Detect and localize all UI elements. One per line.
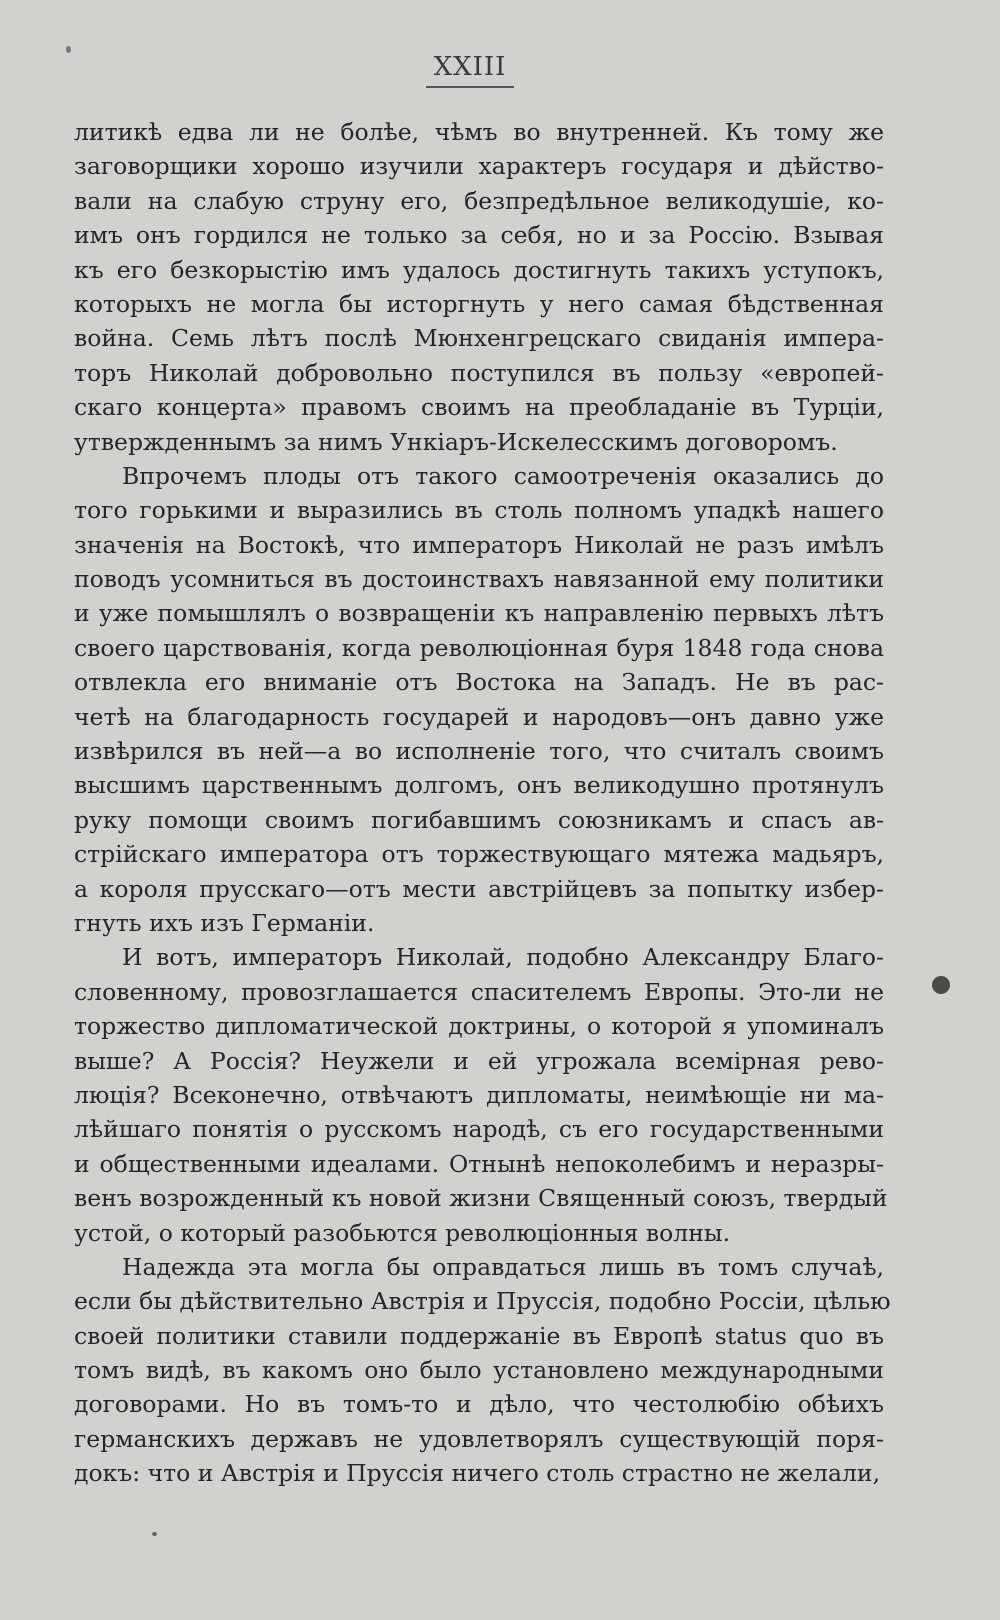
text-line: докъ: что и Австрія и Пруссія ничего столь страстно не желали, — [74, 1459, 881, 1488]
paragraph — [74, 940, 888, 1250]
text-line: заговорщики хорошо изучили характеръ государя и дѣйство- — [74, 152, 884, 181]
text-line: и общественными идеалами. Отнынѣ непоколебимъ и неразры- — [74, 1149, 884, 1178]
text-line: гнуть ихъ изъ Германіи. — [74, 908, 375, 937]
text-line: значенія на Востокѣ, что императоръ Николай не разъ имѣлъ — [74, 530, 884, 559]
text-line: если бы дѣйствительно Австрія и Пруссія, подобно Россіи, цѣлью — [74, 1287, 891, 1316]
text-line: словенному, провозглашается спасителемъ Европы. Это-ли не — [74, 977, 884, 1006]
text-line: И вотъ, императоръ Николай, подобно Александру Благо- — [122, 943, 884, 972]
text-line: устой, о который разобьются революціонныя волны. — [74, 1218, 731, 1247]
text-line: венъ возрожденный къ новой жизни Священный союзъ, твердый — [74, 1184, 888, 1213]
text-line: выше? А Россія? Неужели и ей угрожала всемірная рево- — [74, 1046, 884, 1075]
ink-speck — [66, 46, 71, 53]
text-line: люція? Всеконечно, отвѣчаютъ дипломаты, неимѣющіе ни ма- — [74, 1080, 884, 1109]
text-line: литикѣ едва ли не болѣе, чѣмъ во внутренней. Къ тому же — [74, 118, 884, 146]
ink-speck — [932, 976, 950, 994]
text-line: вали на слабую струну его, безпредѣльное великодушіе, ко- — [74, 186, 884, 215]
text-line: четѣ на благодарность государей и народовъ—онъ давно уже — [74, 702, 884, 731]
text-line: своего царствованія, когда революціонная буря 1848 года снова — [74, 633, 884, 662]
text-line: высшимъ царственнымъ долгомъ, онъ великодушно протянулъ — [74, 771, 884, 800]
text-line: того горькими и выразились въ столь полномъ упадкѣ нашего — [74, 496, 884, 525]
body-text — [74, 115, 891, 1491]
paragraph — [74, 459, 884, 940]
paragraph — [74, 1250, 891, 1491]
ink-speck — [152, 1532, 157, 1536]
text-line: поводъ усомниться въ достоинствахъ навязанной ему политики — [74, 565, 884, 594]
text-line: имъ онъ гордился не только за себя, но и за Россію. Взывая — [74, 221, 884, 250]
text-line: торъ Николай добровольно поступился въ пользу «европей- — [74, 358, 884, 387]
text-line: война. Семь лѣтъ послѣ Мюнхенгрецскаго свиданія импера- — [74, 324, 884, 353]
text-line: къ его безкорыстію имъ удалось достигнуть такихъ уступокъ, — [74, 255, 884, 284]
page-number: XXIII — [426, 52, 515, 88]
text-line: и уже помышлялъ о возвращеніи къ направленію первыхъ лѣтъ — [74, 599, 884, 628]
text-line: которыхъ не могла бы исторгнуть у него самая бѣдственная — [74, 289, 884, 318]
text-line: лѣйшаго понятія о русскомъ народѣ, съ его государственными — [74, 1115, 884, 1144]
text-line: Надежда эта могла бы оправдаться лишь въ томъ случаѣ, — [122, 1252, 884, 1281]
text-line: своей политики ставили поддержаніе въ Европѣ status quo въ — [74, 1321, 884, 1350]
text-line: скаго концерта» правомъ своимъ на преобладаніе въ Турціи, — [74, 393, 884, 422]
text-line: руку помощи своимъ погибавшимъ союзникамъ и спасъ ав- — [74, 805, 884, 834]
text-line: отвлекла его вниманіе отъ Востока на Западъ. Не въ рас- — [74, 668, 884, 697]
text-line: договорами. Но въ томъ-то и дѣло, что честолюбію обѣихъ — [74, 1390, 884, 1419]
text-line: германскихъ державъ не удовлетворялъ существующій поря- — [74, 1424, 884, 1453]
paragraph — [74, 115, 884, 459]
page-header — [0, 52, 1000, 88]
text-line: стрійскаго императора отъ торжествующаго мятежа мадьяръ, — [74, 840, 884, 869]
text-line: извѣрился въ ней—а во исполненіе того, что считалъ своимъ — [74, 737, 884, 766]
text-line: утвержденнымъ за нимъ Ункіаръ-Искелесскимъ договоромъ. — [74, 427, 838, 456]
text-line: Впрочемъ плоды отъ такого самоотреченія оказались до — [122, 461, 884, 490]
text-line: торжество дипломатической доктрины, о которой я упоминалъ — [74, 1012, 884, 1041]
text-line: томъ видѣ, въ какомъ оно было установлено международными — [74, 1356, 884, 1385]
text-line: а короля прусскаго—отъ мести австрійцевъ за попытку избер- — [74, 874, 884, 903]
